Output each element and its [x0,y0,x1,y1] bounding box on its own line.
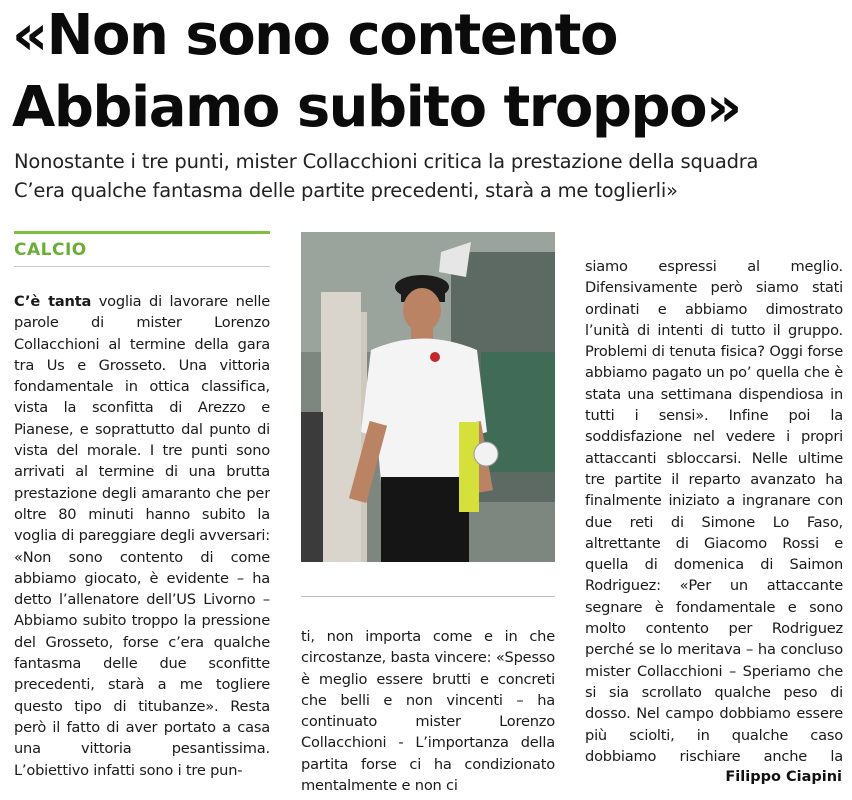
subheadline-line-1: Nonostante i tre punti, mister Collacchioni critica la prestazione della squadra [14,150,759,173]
article-column-3 [585,256,843,768]
column-2-rule [301,596,555,597]
lead-in: C’è tanta [14,293,92,310]
section-divider [14,266,270,267]
subheadline-line-2: C’era qualche fantasma delle partite precedenti, starà a me toglierli» [14,179,678,202]
column-3-text: siamo espressi al meglio. Difensivamente però siamo stati ordinati e abbiamo dimostrato l’unità di intenti di tutto il gruppo. Problemi di tenuta fisica? Oggi forse abbiamo pagato un po’ quella che è stata una settimana dispendiosa in tutti i sensi». Infine poi la soddisfazione nel vedere i propri attaccanti sbloccarsi. Nelle ultime tre partite il reparto avanzato ha finalmente iniziato a ingranare con due reti di Simone Lo Faso, altrettante di Giacomo Rossi e quella di domenica di Saimon Rodriguez: «Per un attaccante segnare è fondamentale e sono molto contento per Rodriguez perché se lo meritava – ha concluso mister Collacchioni – Speriamo che si sia scrollato qualche peso di dosso. Nel campo dobbiamo essere più sciolti, in qualche caso dobbiamo rischiare anche la [585,258,843,765]
column-1-text: voglia di lavorare nelle parole di mister Lorenzo Collacchioni al termine della gara tra Us e Grosseto. Una vittoria fondamentale in ottica classifica, vista la sconfitta di Arezzo e Pianese, e soprattutto dal punto di vista del morale. I tre punti sono arrivati al termine di una brutta prestazione degli amaranto che per oltre 80 minuti hanno subito la voglia di pareggiare degli avversari: «Non sono contento di come abbiamo giocato, è evidente – ha detto l’allenatore dell’US Livorno – Abbiamo subito troppo la pressione del Grosseto, forse c’era qualche fantasma delle due sconfitte precedenti, starà a me togliere questo tipo di titubanze». Resta però il fatto di aver portato a casa una vittoria pesantissima. L’obiettivo infatti sono i tre pun- [14,293,270,779]
headline [12,0,844,144]
article-column-2 [301,626,555,796]
coach-photo [301,232,555,562]
section-label: CALCIO [14,240,87,260]
column-2-text: ti, non importa come e in che circostanze, basta vincere: «Spesso è meglio essere brutti e concreti che belli e non vincenti – ha continuato mister Lorenzo Collacchioni - L’importanza della partita forse ci ha condizionato mentalmente e non ci [301,628,555,795]
headline-line-1: «Non sono contento [12,3,617,68]
subheadline [14,147,844,205]
byline: Filippo Ciapini [725,769,842,785]
section-rule [14,231,270,234]
headline-line-2: Abbiamo subito troppo» [12,75,741,140]
article-column-1 [14,291,270,796]
coach-photo-illustration [301,232,555,562]
